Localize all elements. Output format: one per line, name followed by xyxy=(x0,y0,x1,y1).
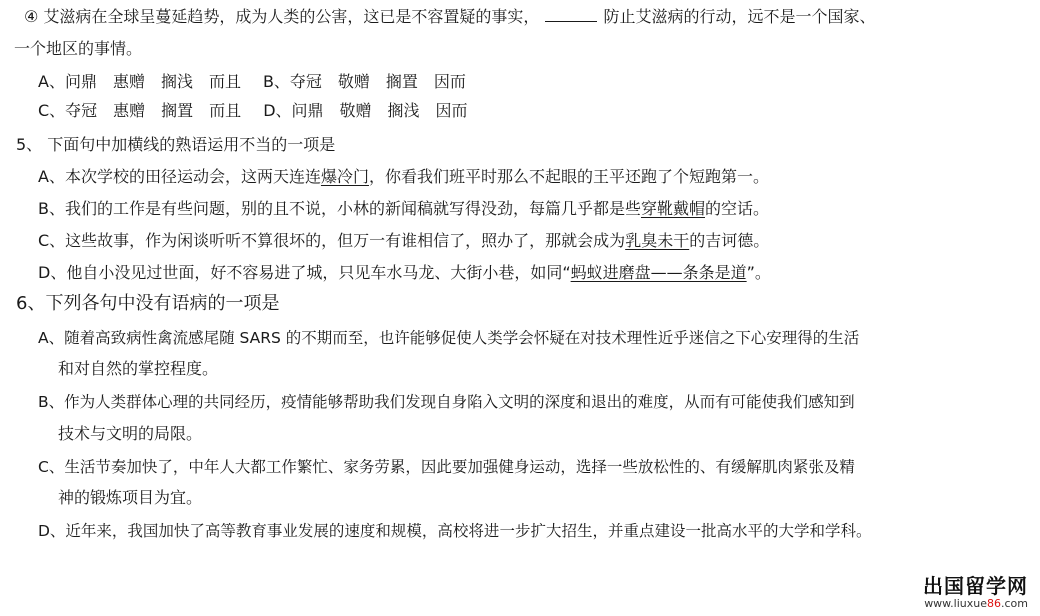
q6-option-d: D、近年来，我国加快了高等教育事业发展的速度和规模，高校将进一步扩大招生，并重点建设一批高水平的大学和学科。 xyxy=(38,522,872,540)
site-watermark xyxy=(923,575,1028,610)
q5-title: 5、 下面句中加横线的熟语运用不当的一项是 xyxy=(16,135,336,154)
q5-option-c: C、这些故事，作为闲谈听听不算很坏的，但万一有谁相信了，照办了，那就会成为乳臭未干的吉诃德。 xyxy=(38,231,770,250)
watermark-url: www.liuxue86.com xyxy=(924,597,1028,610)
q4-options-row2 xyxy=(38,100,468,122)
q6-option-b-line2: 技术与文明的局限。 xyxy=(58,424,203,443)
q5-option-b: B、我们的工作是有些问题，别的且不说，小林的新闻稿就写得没劲，每篇几乎都是些穿靴戴帽的空话。 xyxy=(38,199,770,218)
q4-option-b: B、夺冠 敬赠 搁置 因而 xyxy=(262,72,466,91)
q6-option-a-line2: 和对自然的掌控程度。 xyxy=(58,359,219,378)
watermark-title: 出国留学网 xyxy=(923,574,1028,598)
underlined-idiom: 穿靴戴帽 xyxy=(640,199,705,218)
q6-option-c-line1: C、生活节奏加快了，中年人大都工作繁忙、家务劳累，因此要加强健身运动，选择一些放松性的、有缓解肌肉紧张及精 xyxy=(38,458,855,476)
q4-stem-line1: ④ 艾滋病在全球呈蔓延趋势，成为人类的公害，这已是不容置疑的事实， 防止艾滋病的行动，远不是一个国家、 xyxy=(24,7,876,26)
q6-option-a-line1: A、随着高致病性禽流感尾随 SARS 的不期而至，也许能够促使人类学会怀疑在对技术理性近乎迷信之下心安理得的生活 xyxy=(38,329,860,347)
q6-option-b-line1: B、作为人类群体心理的共同经历，疫情能够帮助我们发现自身陷入文明的深度和退出的难度，从而有可能使我们感知到 xyxy=(38,393,855,411)
answer-blank xyxy=(545,6,597,22)
q4-option-d: D、问鼎 敬赠 搁浅 因而 xyxy=(263,101,468,120)
q4-options-row1 xyxy=(38,71,466,93)
underlined-idiom: 蚂蚁进磨盘——条条是道 xyxy=(570,263,747,282)
q4-option-a: A、问鼎 惠赠 搁浅 而且 xyxy=(38,72,241,91)
q5-option-a: A、本次学校的田径运动会，这两天连连爆冷门，你看我们班平时那么不起眼的王平还跑了个短跑第一。 xyxy=(38,167,769,186)
q4-option-c: C、夺冠 惠赠 搁置 而且 xyxy=(38,101,242,120)
q5-option-d: D、他自小没见过世面，好不容易进了城，只见车水马龙、大街小巷，如同“蚂蚁进磨盘——条条是道”。 xyxy=(38,263,771,282)
underlined-idiom: 乳臭未干 xyxy=(625,231,690,250)
q6-title: 6、下列各句中没有语病的一项是 xyxy=(16,293,280,314)
q4-stem-line2: 一个地区的事情。 xyxy=(14,39,143,58)
q6-option-c-line2: 神的锻炼项目为宜。 xyxy=(58,488,203,507)
underlined-idiom: 爆冷门 xyxy=(320,167,369,186)
